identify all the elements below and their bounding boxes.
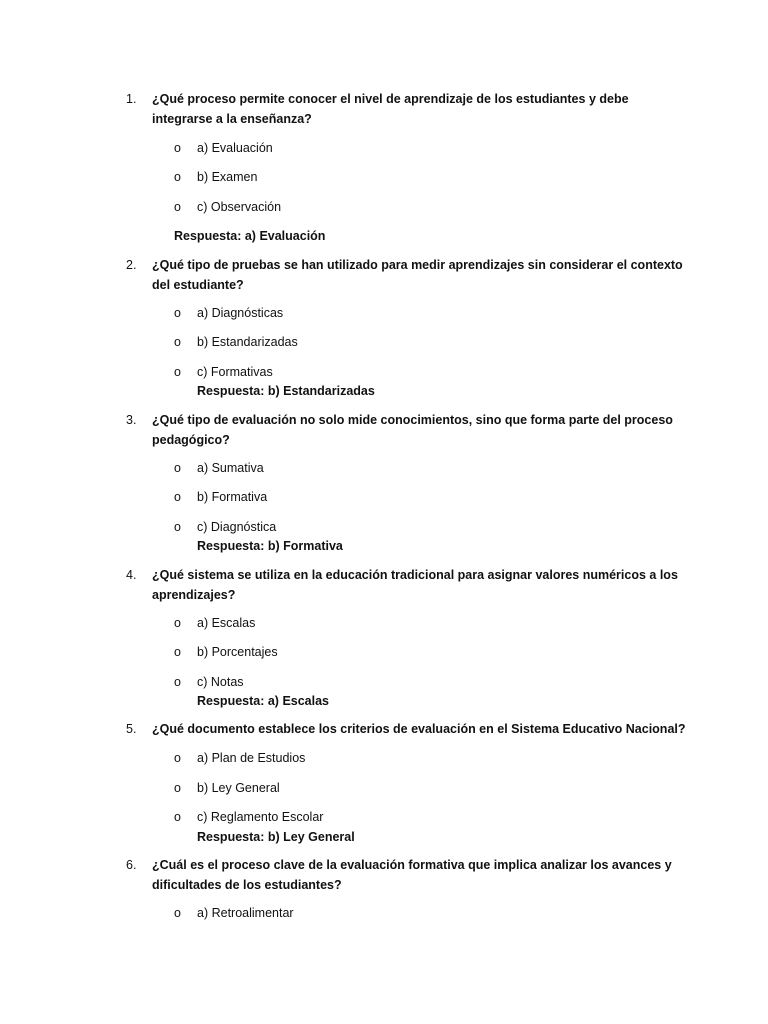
question-text: ¿Qué tipo de pruebas se han utilizado para medir aprendizajes sin considerar el contexto del estudiante?: [152, 258, 683, 292]
option-label: a) Evaluación: [197, 141, 273, 155]
option-label: a) Plan de Estudios: [197, 751, 306, 765]
option-2c: [174, 363, 273, 381]
option-label: b) Examen: [197, 170, 258, 184]
question-5: [126, 720, 686, 740]
question-text: ¿Qué sistema se utiliza en la educación tradicional para asignar valores numéricos a los aprendizajes?: [152, 568, 678, 602]
answer-5: Respuesta: b) Ley General: [197, 830, 355, 844]
option-label: c) Notas: [197, 675, 244, 689]
bullet-icon: o: [174, 810, 181, 824]
answer-2: Respuesta: b) Estandarizadas: [197, 384, 375, 398]
option-3c: [174, 518, 276, 536]
bullet-icon: o: [174, 675, 181, 689]
question-text: ¿Cuál es el proceso clave de la evaluación formativa que implica analizar los avances y dificultades de los estudiantes?: [152, 858, 672, 892]
bullet-icon: o: [174, 490, 181, 504]
option-label: a) Diagnósticas: [197, 306, 284, 320]
answer-3: Respuesta: b) Formativa: [197, 539, 343, 553]
option-1c: [174, 198, 281, 216]
option-label: a) Escalas: [197, 616, 256, 630]
question-6: [126, 856, 686, 895]
option-label: c) Observación: [197, 200, 282, 214]
question-2: [126, 256, 686, 295]
question-text: ¿Qué tipo de evaluación no solo mide conocimientos, sino que forma parte del proceso pedagógico?: [152, 413, 673, 447]
option-4a: [174, 614, 255, 632]
question-number: 2.: [126, 258, 137, 272]
option-label: b) Porcentajes: [197, 645, 278, 659]
option-4b: [174, 643, 278, 661]
question-text: ¿Qué proceso permite conocer el nivel de aprendizaje de los estudiantes y debe integrarse a la enseñanza?: [152, 92, 629, 126]
option-label: b) Formativa: [197, 490, 268, 504]
bullet-icon: o: [174, 616, 181, 630]
option-5c: [174, 808, 323, 826]
bullet-icon: o: [174, 200, 181, 214]
option-1b: [174, 168, 257, 186]
option-5b: [174, 779, 280, 797]
option-label: c) Diagnóstica: [197, 520, 277, 534]
bullet-icon: o: [174, 645, 181, 659]
option-label: a) Retroalimentar: [197, 906, 294, 920]
option-3b: [174, 488, 267, 506]
bullet-icon: o: [174, 365, 181, 379]
bullet-icon: o: [174, 781, 181, 795]
answer-1: Respuesta: a) Evaluación: [174, 229, 326, 243]
bullet-icon: o: [174, 520, 181, 534]
bullet-icon: o: [174, 751, 181, 765]
option-label: c) Reglamento Escolar: [197, 810, 324, 824]
question-number: 6.: [126, 858, 137, 872]
bullet-icon: o: [174, 906, 181, 920]
bullet-icon: o: [174, 335, 181, 349]
option-label: a) Sumativa: [197, 461, 264, 475]
option-2b: [174, 333, 298, 351]
option-1a: [174, 139, 273, 157]
option-label: b) Estandarizadas: [197, 335, 298, 349]
question-text: ¿Qué documento establece los criterios de evaluación en el Sistema Educativo Nacional?: [152, 722, 686, 736]
bullet-icon: o: [174, 141, 181, 155]
option-4c: [174, 673, 244, 691]
option-3a: [174, 459, 264, 477]
option-label: c) Formativas: [197, 365, 273, 379]
question-number: 1.: [126, 92, 137, 106]
bullet-icon: o: [174, 170, 181, 184]
question-number: 4.: [126, 568, 137, 582]
option-label: b) Ley General: [197, 781, 280, 795]
question-1: [126, 90, 686, 129]
question-number: 3.: [126, 413, 137, 427]
question-3: [126, 411, 686, 450]
bullet-icon: o: [174, 306, 181, 320]
option-2a: [174, 304, 283, 322]
question-4: [126, 566, 686, 605]
question-number: 5.: [126, 722, 137, 736]
bullet-icon: o: [174, 461, 181, 475]
option-5a: [174, 749, 305, 767]
option-6a: [174, 904, 294, 922]
answer-4: Respuesta: a) Escalas: [197, 694, 330, 708]
